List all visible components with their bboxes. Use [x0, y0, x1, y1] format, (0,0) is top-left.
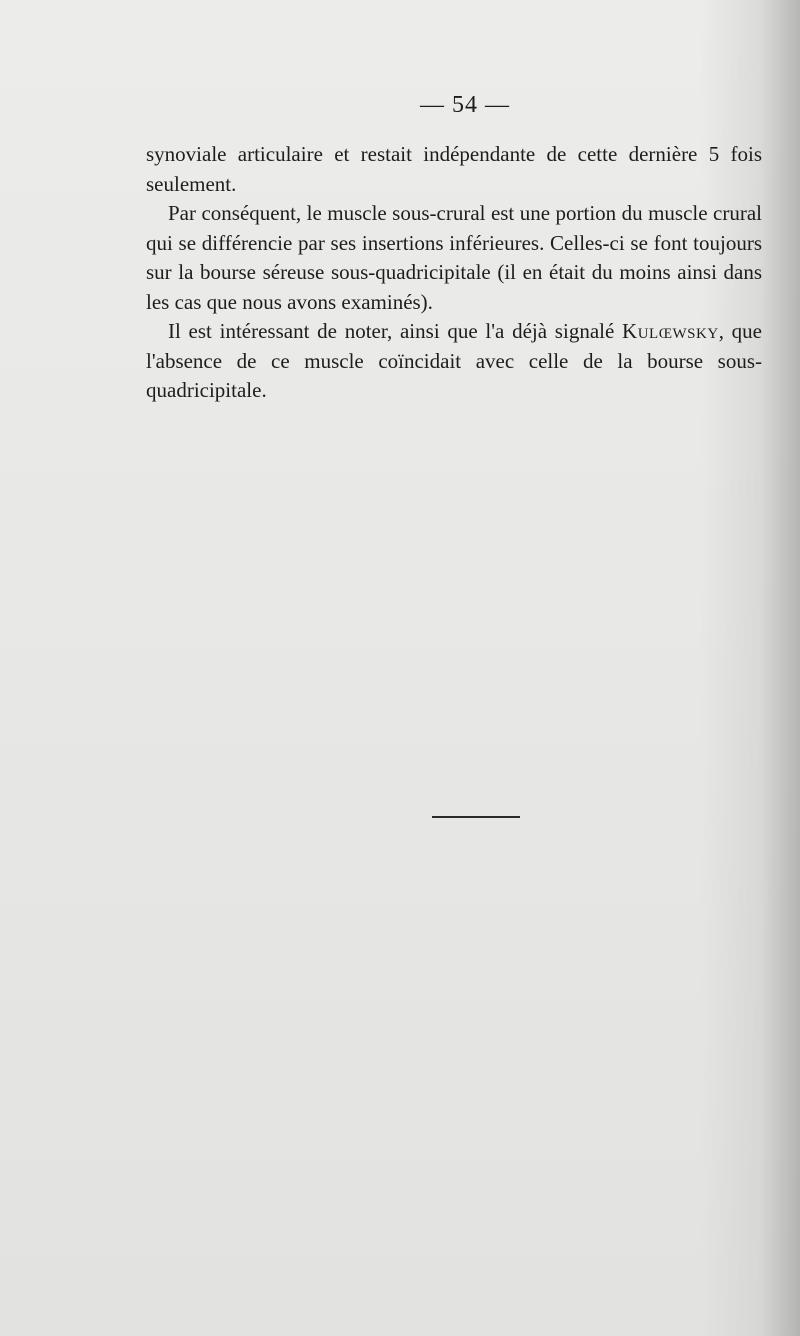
paragraph-3-text-before: Il est intéressant de noter, ainsi que l'a déjà signalé	[168, 319, 623, 343]
paragraph-3	[146, 317, 762, 406]
paragraph-2: Par conséquent, le muscle sous-crural est une portion du muscle crural qui se différencie par ses insertions inférieures. Celles-ci se font toujours sur la bourse séreuse sous-quadricipitale (il en était du moins ainsi dans les cas que nous avons examinés).	[146, 201, 762, 314]
author-name: Kulœwsky	[622, 319, 719, 343]
paragraph-1: synoviale articulaire et restait indépendante de cette dernière 5 fois seulement.	[146, 142, 762, 196]
section-rule	[432, 816, 520, 818]
page-number: — 54 —	[420, 92, 510, 118]
paragraph-3-text-after: , que l'absence de ce muscle coïncidait avec celle de la bourse sous-quadricipitale.	[146, 319, 763, 402]
body-text	[146, 140, 762, 406]
